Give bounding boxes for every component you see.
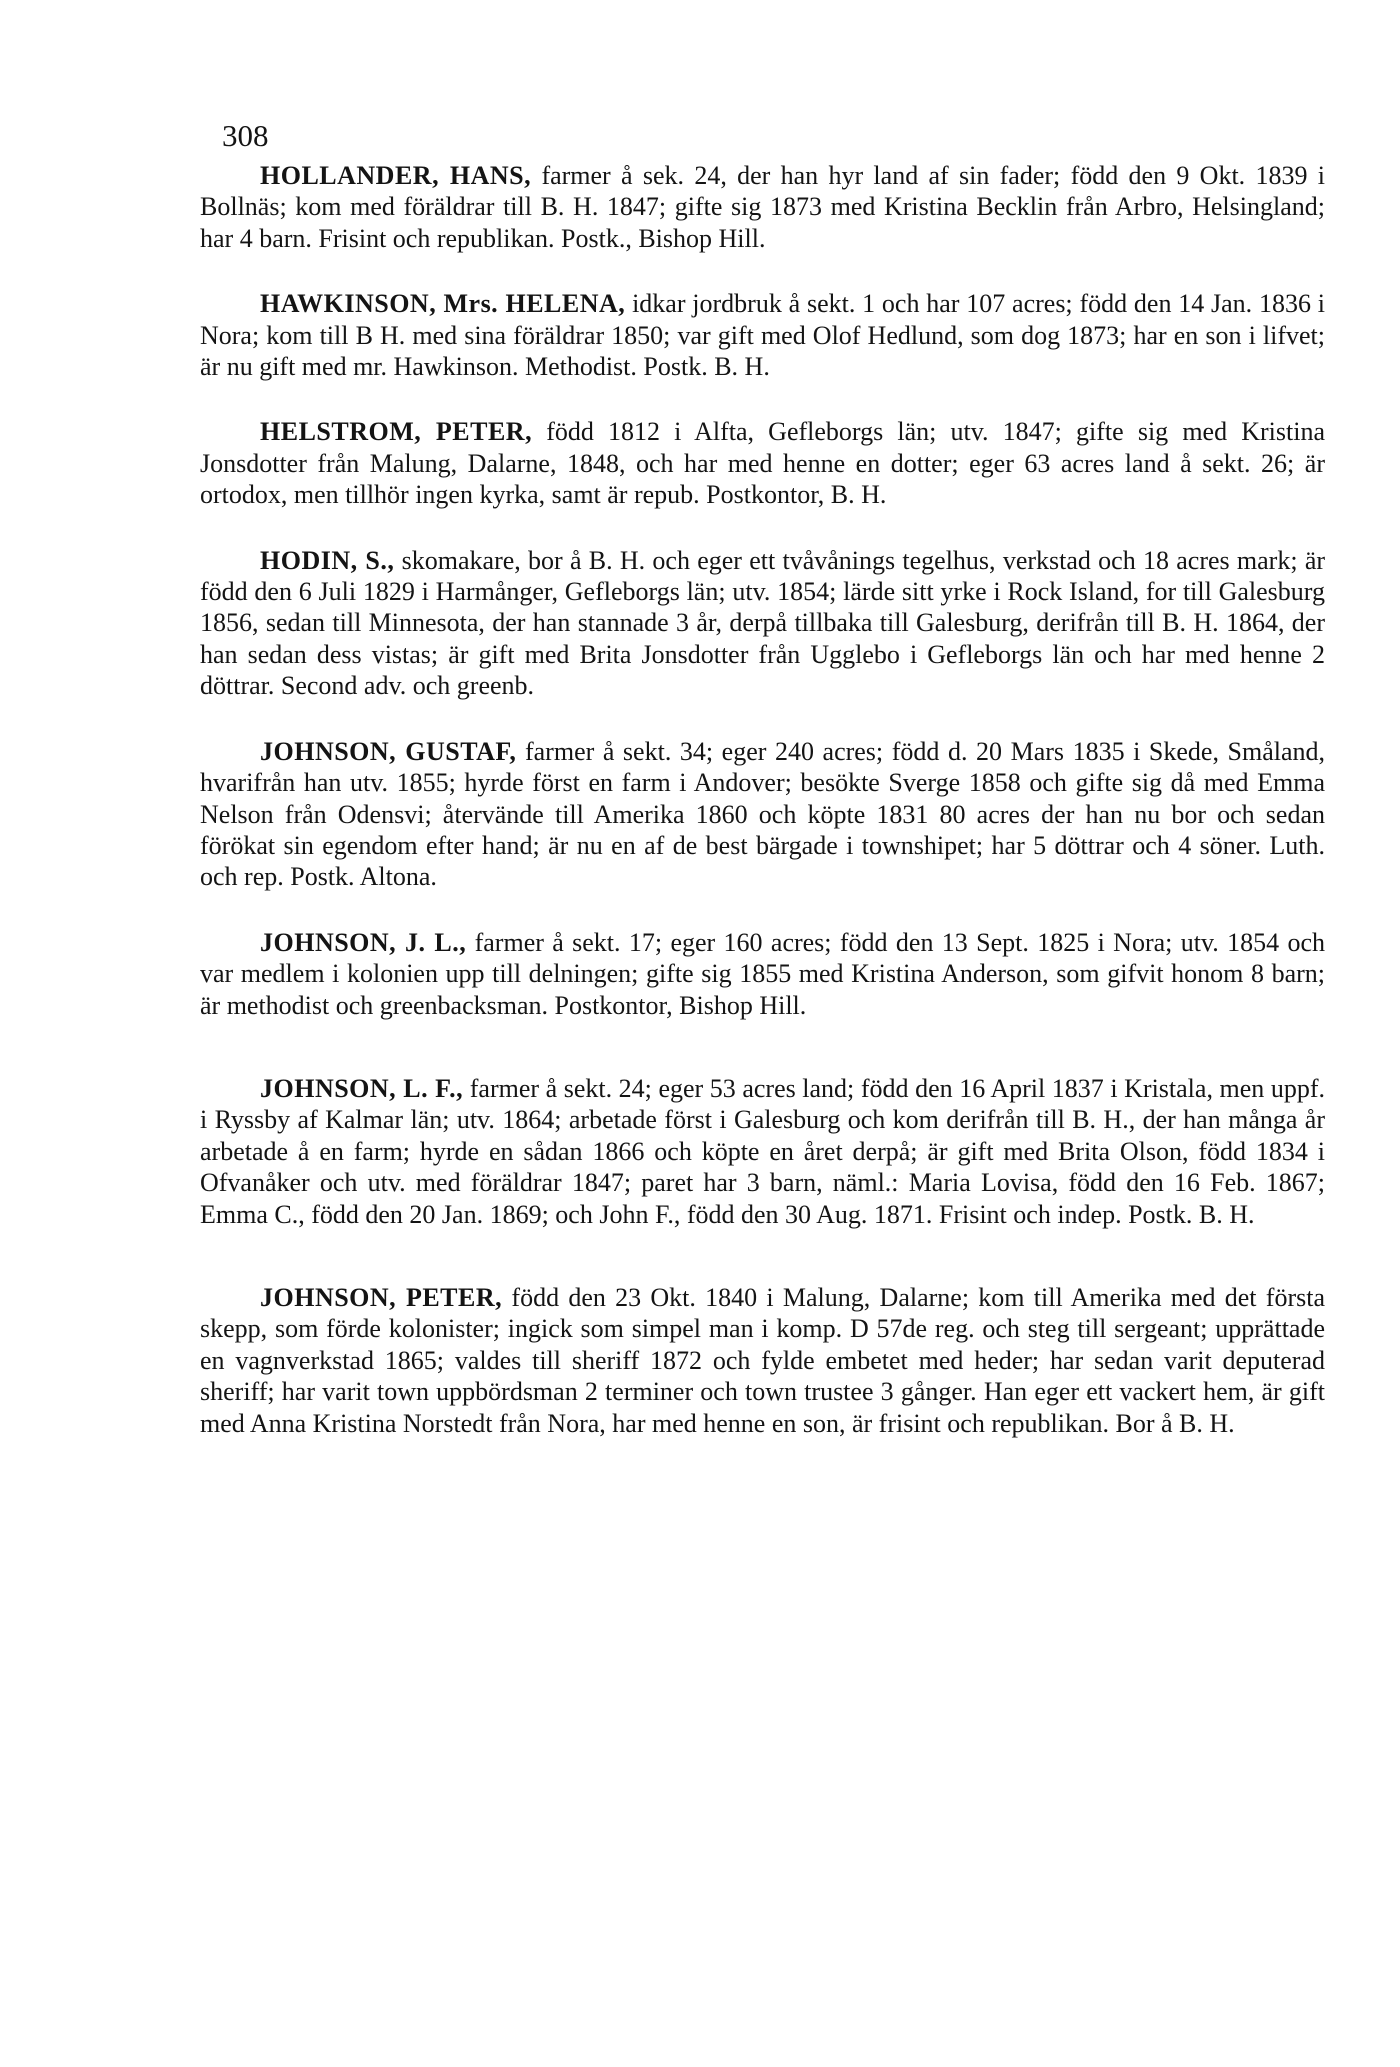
entry-name: HOLLANDER, HANS, [260,161,532,190]
entry-johnson-gustaf [200,736,1325,893]
entry-helstrom [200,416,1325,510]
entry-text: skomakare, bor å B. H. och eger ett tvåvånings tegelhus, verkstad och 18 acres mark; är född den 6 Juli 1829 i Harmånger, Gefleborgs län; utv. 1854; lärde sitt yrke i Rock Island, for till Galesburg 1856, sedan till Minnesota, der han stannade 3 år, derpå tillbaka till Galesburg, derifrån till B. H. 1864, der han sedan dess vistas; är gift med Brita Jonsdotter från Ugglebo i Gefleborgs län och har med henne 2 döttrar. Second adv. och greenb. [200,545,1326,701]
entries-list [200,160,1325,1439]
entry-text: farmer å sekt. 17; eger 160 acres; född den 13 Sept. 1825 i Nora; utv. 1854 och var medlem i kolonien upp till delningen; gifte sig 1855 med Kristina Anderson, som gifvit honom 8 barn; är methodist och greenbacksman. Postkontor, Bishop Hill. [200,927,1326,1020]
entry-johnson-jl [200,927,1325,1021]
entry-johnson-peter [200,1282,1325,1439]
entry-name: HODIN, S., [260,545,395,575]
entry-text: farmer å sek. 24, der han hyr land af sin fader; född den 9 Okt. 1839 i Bollnäs; kom med föräldrar till B. H. 1847; gifte sig 1873 med Kristina Becklin från Arbro, Helsingland; har 4 barn. Frisint och republikan. Postk., Bishop Hill. [200,161,1326,253]
entry-name: JOHNSON, PETER, [260,1282,503,1312]
entry-name: JOHNSON, GUSTAF, [260,736,517,766]
entry-hawkinson [200,288,1325,382]
entry-hodin [200,545,1325,702]
entry-johnson-lf [200,1073,1325,1230]
entry-name: JOHNSON, L. F., [260,1073,464,1103]
entry-hollander [200,160,1325,254]
entry-text: född den 23 Okt. 1840 i Malung, Dalarne; kom till Amerika med det första skepp, som förde kolonister; ingick som simpel man i komp. D 57de reg. och steg till sergeant; upprättade en vagnverkstad 1865; valdes till sheriff 1872 och fylde embetet med heder; har sedan varit deputerad sheriff; har varit town uppbördsman 2 terminer och town trustee 3 gånger. Han eger ett vackert hem, är gift med Anna Kristina Norstedt från Nora, har med henne en son, är frisint och republikan. Bor å B. H. [200,1282,1325,1438]
entry-text: idkar jordbruk å sekt. 1 och har 107 acres; född den 14 Jan. 1836 i Nora; kom till B H. med sina föräldrar 1850; var gift med Olof Hedlund, som dog 1873; har en son i lifvet; är nu gift med mr. Hawkinson. Methodist. Postk. B. H. [200,289,1325,382]
page-number: 308 [222,118,269,153]
entry-name: HAWKINSON, Mrs. HELENA, [260,289,626,319]
entry-text: farmer å sekt. 34; eger 240 acres; född d. 20 Mars 1835 i Skede, Småland, hvarifrån han utv. 1855; hyrde först en farm i Andover; besökte Sverge 1858 och gifte sig då med Emma Nelson från Odensvi; återvände till Amerika 1860 och köpte 1831 80 acres der han nu bor och sedan förökat sin egendom efter hand; är nu en af de best bärgade i townshipet; har 5 döttrar och 4 söner. Luth. och rep. Postk. Altona. [200,736,1326,892]
entry-text: född 1812 i Alfta, Gefleborgs län; utv. 1847; gifte sig med Kristina Jonsdotter från Malung, Dalarne, 1848, och har med henne en dotter; eger 63 acres land å sekt. 26; är ortodox, men tillhör ingen kyrka, samt är repub. Postkontor, B. H. [200,417,1325,510]
entry-name: HELSTROM, PETER, [260,417,533,447]
entry-name: JOHNSON, J. L., [260,927,467,957]
entry-text: farmer å sekt. 24; eger 53 acres land; född den 16 April 1837 i Kristala, men uppf. i Ryssby af Kalmar län; utv. 1864; arbetade först i Galesburg och kom derifrån till B. H., der han många år arbetade å en farm; hyrde en sådan 1866 och köpte en året derpå; är gift med Brita Olson, född 1834 i Ofvanåker och utv. med föräldrar 1847; paret har 3 barn, näml.: Maria Lovisa, född den 16 Feb. 1867; Emma C., född den 20 Jan. 1869; och John F., född den 30 Aug. 1871. Frisint och indep. Postk. B. H. [200,1073,1326,1229]
